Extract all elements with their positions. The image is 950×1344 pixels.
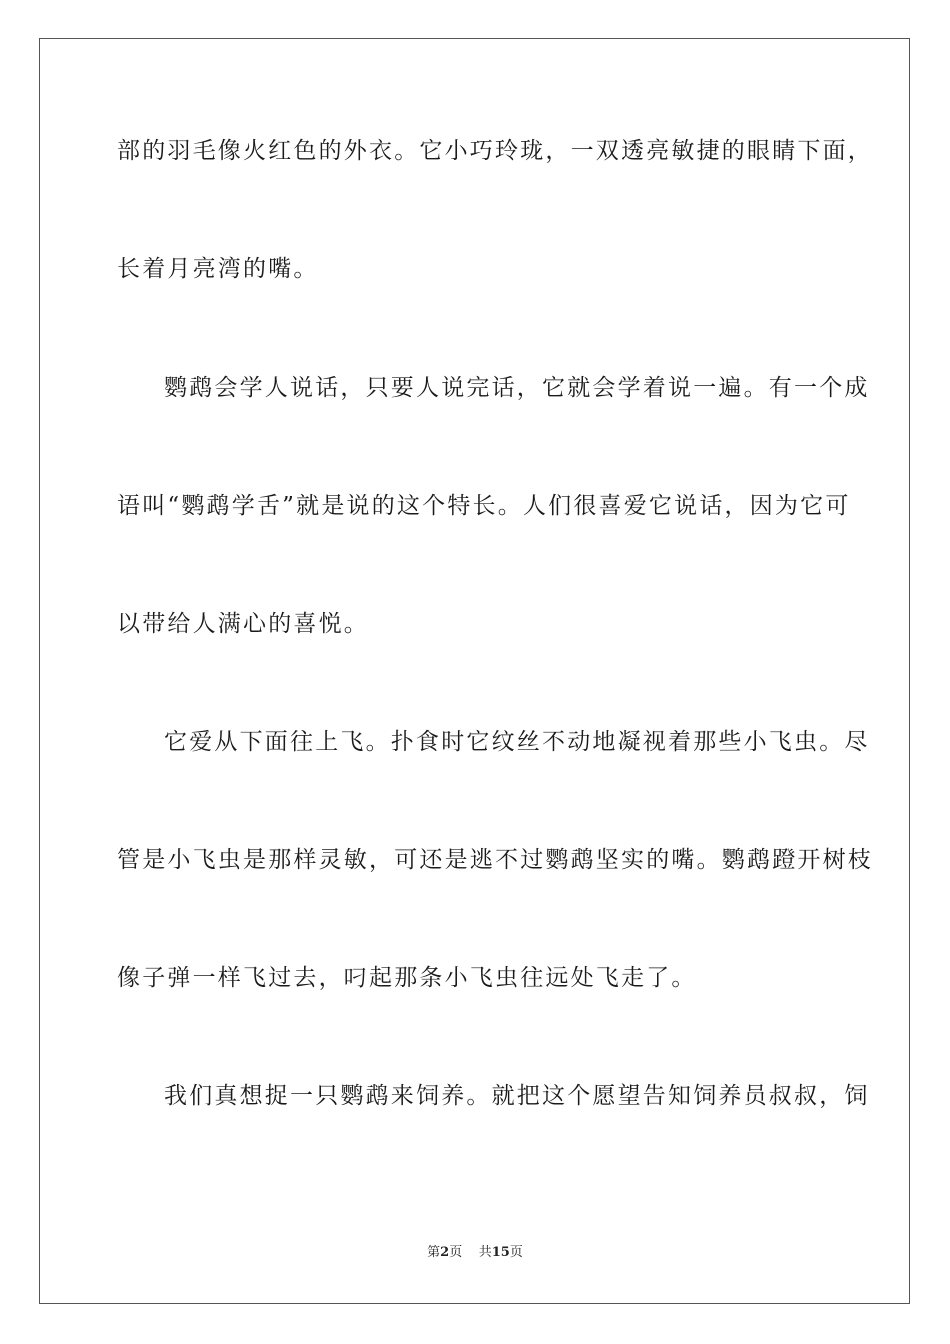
text-line: 管是小飞虫是那样灵敏，可还是逃不过鹦鹉坚实的嘴。鹦鹉蹬开树枝 (117, 847, 873, 873)
page-footer (0, 1244, 950, 1262)
page-suffix: 页 (449, 1245, 463, 1260)
text-line: 我们真想捉一只鹦鹉来饲养。就把这个愿望告知饲养员叔叔，饲 (164, 1083, 870, 1109)
text-line: 像子弹一样飞过去，叼起那条小飞虫往远处飞走了。 (117, 965, 697, 991)
text-line: 长着月亮湾的嘴。 (117, 256, 319, 282)
page-border (39, 38, 910, 1304)
text-line: 鹦鹉会学人说话，只要人说完话，它就会学着说一遍。有一个成 (164, 375, 870, 401)
text-line: 部的羽毛像火红色的外衣。它小巧玲珑，一双透亮敏捷的眼睛下面， (117, 138, 873, 164)
text-line: 它爱从下面往上飞。扑食时它纹丝不动地凝视着那些小飞虫。尽 (164, 729, 870, 755)
page-prefix: 第 (427, 1245, 441, 1260)
text-line: 语叫“鹦鹉学舌”就是说的这个特长。人们很喜爱它说话，因为它可 (117, 493, 851, 519)
text-line: 以带给人满心的喜悦。 (117, 611, 369, 637)
total-prefix: 共 (478, 1245, 492, 1260)
page-number: 2 (440, 1245, 450, 1260)
total-suffix: 页 (509, 1245, 523, 1260)
total-pages: 15 (491, 1245, 510, 1260)
